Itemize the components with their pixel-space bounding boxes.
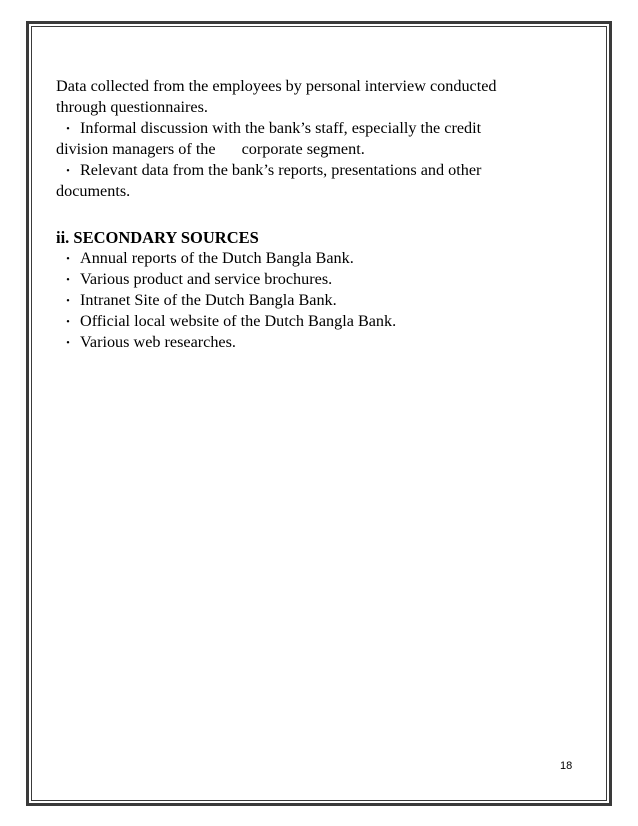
primary-bullet-2-line-2: documents.	[56, 182, 131, 200]
secondary-item-text: Official local website of the Dutch Bangla Bank.	[80, 312, 397, 330]
secondary-sources-heading: ii. SECONDARY SOURCES	[56, 228, 259, 247]
secondary-item-text: Various product and service brochures.	[80, 270, 333, 288]
primary-bullet-2	[56, 160, 586, 181]
secondary-item-text: Annual reports of the Dutch Bangla Bank.	[80, 249, 354, 267]
secondary-item	[56, 311, 586, 332]
document-body	[56, 76, 586, 353]
secondary-item	[56, 290, 586, 311]
primary-bullet-1-line-2a: division managers of the	[56, 140, 216, 158]
intro-paragraph	[56, 76, 586, 118]
primary-bullet-1-line-1: Informal discussion with the bank’s staff, especially the credit	[80, 119, 482, 137]
bullet-icon: ・	[61, 251, 75, 266]
primary-bullet-1-continued	[56, 139, 586, 160]
bullet-icon: ・	[61, 335, 75, 350]
primary-bullet-2-continued	[56, 181, 586, 202]
intro-line-2: through questionnaires.	[56, 98, 208, 116]
bullet-icon: ・	[61, 272, 75, 287]
secondary-item-text: Various web researches.	[80, 333, 236, 351]
secondary-item	[56, 248, 586, 269]
bullet-icon: ・	[61, 121, 75, 136]
secondary-item	[56, 332, 586, 353]
primary-bullet-1-line-2b: corporate segment.	[241, 140, 365, 158]
primary-bullet-1	[56, 118, 586, 139]
bullet-icon: ・	[61, 163, 75, 178]
primary-bullet-2-line-1: Relevant data from the bank’s reports, presentations and other	[80, 161, 482, 179]
bullet-icon: ・	[61, 293, 75, 308]
bullet-icon: ・	[61, 314, 75, 329]
intro-line-1: Data collected from the employees by personal interview conducted	[56, 77, 497, 95]
secondary-item	[56, 269, 586, 290]
secondary-item-text: Intranet Site of the Dutch Bangla Bank.	[80, 291, 337, 309]
page-number: 18	[560, 760, 573, 772]
